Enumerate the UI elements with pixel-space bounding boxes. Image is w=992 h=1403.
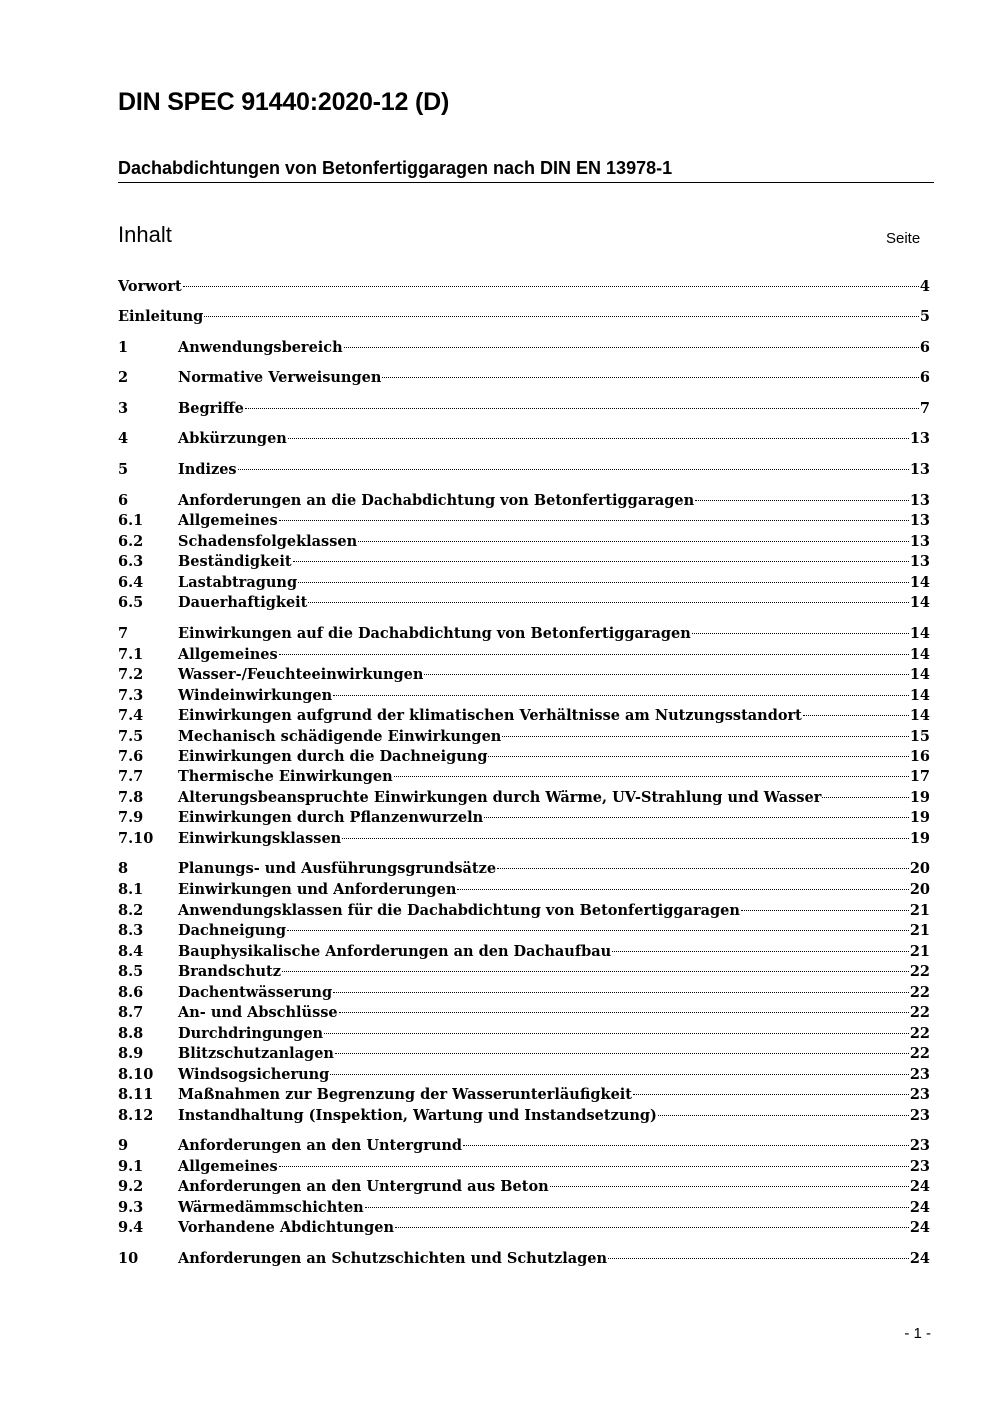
toc-dot-leader xyxy=(238,469,909,470)
toc-dot-leader xyxy=(183,286,919,287)
toc-entry-label: Allgemeines xyxy=(178,1158,278,1175)
toc-entry[interactable] xyxy=(118,400,930,422)
toc-entry[interactable] xyxy=(118,748,930,770)
toc-entry-number: 8.2 xyxy=(118,902,144,919)
toc-entry-label: Indizes xyxy=(178,461,237,478)
toc-entry-label: Einwirkungen auf die Dachabdichtung von Betonfertiggaragen xyxy=(178,625,691,642)
toc-entry-page: 6 xyxy=(919,369,930,386)
toc-entry-page: 21 xyxy=(909,902,930,919)
toc-entry-label: Vorwort xyxy=(118,278,182,295)
toc-entry-number: 7.1 xyxy=(118,646,144,663)
toc-dot-leader xyxy=(288,438,909,439)
toc-entry[interactable] xyxy=(118,461,930,483)
toc-entry-page: 22 xyxy=(909,1025,930,1042)
toc-entry[interactable] xyxy=(118,922,930,944)
toc-entry-number: 7.2 xyxy=(118,666,144,683)
toc-entry[interactable] xyxy=(118,768,930,790)
toc-entry-number: 1 xyxy=(118,339,129,356)
toc-entry[interactable] xyxy=(118,369,930,391)
toc-entry-page: 23 xyxy=(909,1107,930,1124)
toc-entry-label: Anforderungen an den Untergrund aus Beton xyxy=(178,1178,549,1195)
toc-entry[interactable] xyxy=(118,902,930,924)
toc-entry-label: Instandhaltung (Inspektion, Wartung und Instandsetzung) xyxy=(178,1107,657,1124)
toc-entry-page: 13 xyxy=(909,533,930,550)
toc-dot-leader xyxy=(382,377,919,378)
toc-dot-leader xyxy=(298,582,909,583)
toc-entry[interactable] xyxy=(118,278,930,300)
toc-entry-label: Anforderungen an die Dachabdichtung von Betonfertiggaragen xyxy=(178,492,695,509)
toc-entry[interactable] xyxy=(118,1178,930,1200)
toc-entry-number: 8.5 xyxy=(118,963,144,980)
toc-entry-number: 8.8 xyxy=(118,1025,144,1042)
toc-entry-label: Anforderungen an Schutzschichten und Schutzlagen xyxy=(178,1250,608,1267)
toc-entry[interactable] xyxy=(118,594,930,616)
toc-entry[interactable] xyxy=(118,943,930,965)
toc-entry-page: 24 xyxy=(909,1250,930,1267)
toc-entry[interactable] xyxy=(118,707,930,729)
toc-entry-label: Beständigkeit xyxy=(178,553,292,570)
toc-entry-label: Dachneigung xyxy=(178,922,286,939)
toc-entry[interactable] xyxy=(118,308,930,330)
toc-entry-number: 8.1 xyxy=(118,881,144,898)
toc-entry[interactable] xyxy=(118,492,930,514)
toc-entry-number: 9.2 xyxy=(118,1178,144,1195)
toc-entry-label: Allgemeines xyxy=(178,646,278,663)
toc-entry[interactable] xyxy=(118,1199,930,1221)
toc-entry-label: Durchdringungen xyxy=(178,1025,324,1042)
toc-dot-leader xyxy=(497,868,909,869)
toc-entry-label: Blitzschutzanlagen xyxy=(178,1045,334,1062)
toc-entry-page: 22 xyxy=(909,1045,930,1062)
toc-dot-leader xyxy=(463,1145,909,1146)
toc-dot-leader xyxy=(282,971,909,972)
toc-entry-number: 7.9 xyxy=(118,809,144,826)
toc-entry-label: Windeinwirkungen xyxy=(178,687,333,704)
toc-dot-leader xyxy=(695,500,909,501)
toc-dot-leader xyxy=(335,1053,909,1054)
toc-entry-number: 7.7 xyxy=(118,768,144,785)
toc-entry-page: 19 xyxy=(909,789,930,806)
toc-entry-number: 8.3 xyxy=(118,922,144,939)
toc-entry[interactable] xyxy=(118,430,930,452)
toc-entry[interactable] xyxy=(118,625,930,647)
toc-entry-page: 19 xyxy=(909,809,930,826)
toc-entry-number: 7 xyxy=(118,625,129,642)
toc-dot-leader xyxy=(741,910,909,911)
toc-entry-page: 5 xyxy=(919,308,930,325)
toc-entry-page: 17 xyxy=(909,768,930,785)
toc-dot-leader xyxy=(365,1207,909,1208)
toc-entry-number: 6.2 xyxy=(118,533,144,550)
toc-entry-page: 24 xyxy=(909,1199,930,1216)
toc-entry[interactable] xyxy=(118,984,930,1006)
toc-entry-page: 23 xyxy=(909,1066,930,1083)
toc-entry-label: Vorhandene Abdichtungen xyxy=(178,1219,394,1236)
toc-entry-page: 13 xyxy=(909,461,930,478)
toc-dot-leader xyxy=(633,1094,909,1095)
toc-entry-page: 21 xyxy=(909,922,930,939)
toc-entry[interactable] xyxy=(118,646,930,668)
toc-entry-page: 13 xyxy=(909,553,930,570)
toc-entry-label: Normative Verweisungen xyxy=(178,369,382,386)
toc-entry-page: 14 xyxy=(909,625,930,642)
toc-dot-leader xyxy=(342,838,909,839)
toc-entry[interactable] xyxy=(118,1045,930,1067)
toc-entry[interactable] xyxy=(118,512,930,534)
toc-entry-label: Allgemeines xyxy=(178,512,278,529)
toc-entry-page: 20 xyxy=(909,860,930,877)
toc-dot-leader xyxy=(245,408,919,409)
toc-entry-number: 4 xyxy=(118,430,129,447)
toc-entry-label: Alterungsbeanspruchte Einwirkungen durch Wärme, UV-Strahlung und Wasser xyxy=(178,789,822,806)
toc-entry-number: 8.9 xyxy=(118,1045,144,1062)
toc-entry-number: 9.3 xyxy=(118,1199,144,1216)
toc-entry-number: 6.1 xyxy=(118,512,144,529)
toc-dot-leader xyxy=(608,1258,909,1259)
toc-entry-number: 8.7 xyxy=(118,1004,144,1021)
toc-entry-page: 20 xyxy=(909,881,930,898)
toc-entry-page: 14 xyxy=(909,687,930,704)
toc-entry-number: 7.3 xyxy=(118,687,144,704)
toc-entry-page: 14 xyxy=(909,574,930,591)
toc-entry[interactable] xyxy=(118,687,930,709)
toc-entry[interactable] xyxy=(118,533,930,555)
toc-entry[interactable] xyxy=(118,1250,930,1272)
toc-entry-page: 22 xyxy=(909,963,930,980)
toc-dot-leader xyxy=(279,1166,909,1167)
toc-entry-label: Schadensfolgeklassen xyxy=(178,533,358,550)
toc-dot-leader xyxy=(358,541,909,542)
toc-entry[interactable] xyxy=(118,1107,930,1129)
toc-entry-number: 6 xyxy=(118,492,129,509)
toc-entry-label: Einwirkungen durch Pflanzenwurzeln xyxy=(178,809,484,826)
toc-entry-number: 3 xyxy=(118,400,129,417)
toc-dot-leader xyxy=(550,1186,909,1187)
toc-entry-page: 22 xyxy=(909,984,930,1001)
toc-entry[interactable] xyxy=(118,1025,930,1047)
toc-entry-page: 22 xyxy=(909,1004,930,1021)
toc-dot-leader xyxy=(293,561,909,562)
toc-entry-label: Anforderungen an den Untergrund xyxy=(178,1137,463,1154)
toc-entry-number: 8.4 xyxy=(118,943,144,960)
toc-entry-label: Einwirkungen aufgrund der klimatischen Verhältnisse am Nutzungsstandort xyxy=(178,707,802,724)
toc-entry-label: Einwirkungen und Anforderungen xyxy=(178,881,457,898)
toc-dot-leader xyxy=(484,817,909,818)
toc-entry-page: 19 xyxy=(909,830,930,847)
toc-entry-label: Wärmedämmschichten xyxy=(178,1199,364,1216)
toc-entry-number: 8.11 xyxy=(118,1086,154,1103)
toc-entry-page: 23 xyxy=(909,1137,930,1154)
toc-dot-leader xyxy=(204,316,919,317)
toc-dot-leader xyxy=(424,674,908,675)
toc-dot-leader xyxy=(803,715,909,716)
toc-entry-label: Abkürzungen xyxy=(178,430,287,447)
toc-entry-page: 21 xyxy=(909,943,930,960)
toc-entry-page: 13 xyxy=(909,492,930,509)
toc-dot-leader xyxy=(324,1033,909,1034)
toc-entry-label: Dachentwässerung xyxy=(178,984,333,1001)
toc-entry-label: Bauphysikalische Anforderungen an den Dachaufbau xyxy=(178,943,612,960)
toc-heading: Inhalt xyxy=(118,222,172,247)
toc-entry-label: Dauerhaftigkeit xyxy=(178,594,308,611)
toc-dot-leader xyxy=(394,776,909,777)
toc-entry-label: Wasser-/Feuchteeinwirkungen xyxy=(178,666,424,683)
header-divider xyxy=(118,182,934,183)
toc-dot-leader xyxy=(692,633,909,634)
toc-entry-number: 8.6 xyxy=(118,984,144,1001)
toc-entry[interactable] xyxy=(118,1219,930,1241)
toc-entry[interactable] xyxy=(118,963,930,985)
toc-entry[interactable] xyxy=(118,728,930,750)
toc-dot-leader xyxy=(308,602,908,603)
toc-dot-leader xyxy=(457,889,908,890)
toc-dot-leader xyxy=(333,992,909,993)
toc-entry[interactable] xyxy=(118,574,930,596)
toc-entry-number: 8 xyxy=(118,860,129,877)
toc-entry-label: Einwirkungsklassen xyxy=(178,830,342,847)
toc-entry[interactable] xyxy=(118,789,930,811)
toc-entry-number: 6.5 xyxy=(118,594,144,611)
toc-entry-number: 9 xyxy=(118,1137,129,1154)
toc-entry-label: Brandschutz xyxy=(178,963,281,980)
toc-entry-page: 14 xyxy=(909,646,930,663)
toc-entry-number: 9.4 xyxy=(118,1219,144,1236)
toc-dot-leader xyxy=(658,1115,909,1116)
document-title: DIN SPEC 91440:2020-12 (D) xyxy=(118,88,450,116)
toc-entry-label: Maßnahmen zur Begrenzung der Wasserunterläufigkeit xyxy=(178,1086,633,1103)
toc-entry[interactable] xyxy=(118,1066,930,1088)
toc-entry-number: 9.1 xyxy=(118,1158,144,1175)
toc-entry-page: 24 xyxy=(909,1178,930,1195)
toc-dot-leader xyxy=(279,654,909,655)
toc-dot-leader xyxy=(612,951,909,952)
toc-entry[interactable] xyxy=(118,553,930,575)
toc-entry-label: Lastabtragung xyxy=(178,574,298,591)
toc-entry-number: 7.4 xyxy=(118,707,144,724)
toc-entry[interactable] xyxy=(118,1004,930,1026)
toc-dot-leader xyxy=(333,695,909,696)
toc-entry[interactable] xyxy=(118,809,930,831)
toc-entry-page: 13 xyxy=(909,512,930,529)
toc-dot-leader xyxy=(287,930,909,931)
toc-dot-leader xyxy=(502,736,908,737)
toc-entry[interactable] xyxy=(118,860,930,882)
toc-entry[interactable] xyxy=(118,881,930,903)
toc-entry-page: 15 xyxy=(909,728,930,745)
toc-entry-page: 14 xyxy=(909,666,930,683)
toc-entry-number: 5 xyxy=(118,461,129,478)
toc-entry[interactable] xyxy=(118,666,930,688)
toc-page-column-heading: Seite xyxy=(886,230,921,247)
toc-dot-leader xyxy=(330,1074,908,1075)
toc-entry-page: 14 xyxy=(909,594,930,611)
toc-entry-number: 7.8 xyxy=(118,789,144,806)
toc-entry-label: Planungs- und Ausführungsgrundsätze xyxy=(178,860,497,877)
toc-entry-label: Begriffe xyxy=(178,400,244,417)
toc-entry-number: 7.6 xyxy=(118,748,144,765)
toc-entry[interactable] xyxy=(118,1086,930,1108)
toc-dot-leader xyxy=(822,797,908,798)
toc-dot-leader xyxy=(395,1227,909,1228)
toc-dot-leader xyxy=(344,347,919,348)
toc-entry-page: 23 xyxy=(909,1158,930,1175)
toc-entry-number: 7.10 xyxy=(118,830,154,847)
toc-dot-leader xyxy=(339,1012,909,1013)
document-subtitle: Dachabdichtungen von Betonfertiggaragen nach DIN EN 13978-1 xyxy=(118,158,673,178)
toc-entry-number: 8.10 xyxy=(118,1066,154,1083)
toc-entry-label: Windsogsicherung xyxy=(178,1066,330,1083)
toc-entry[interactable] xyxy=(118,1137,930,1159)
toc-entry-number: 8.12 xyxy=(118,1107,154,1124)
toc-entry-number: 6.4 xyxy=(118,574,144,591)
toc-entry-label: Anwendungsklassen für die Dachabdichtung von Betonfertiggaragen xyxy=(178,902,740,919)
toc-entry-page: 4 xyxy=(919,278,930,295)
toc-entry-page: 14 xyxy=(909,707,930,724)
toc-entry[interactable] xyxy=(118,830,930,852)
toc-entry-page: 13 xyxy=(909,430,930,447)
toc-entry-label: Anwendungsbereich xyxy=(178,339,343,356)
toc-entry-number: 10 xyxy=(118,1250,139,1267)
toc-entry-page: 6 xyxy=(919,339,930,356)
toc-entry-label: Einleitung xyxy=(118,308,204,325)
toc-entry-page: 7 xyxy=(919,400,930,417)
toc-entry-number: 6.3 xyxy=(118,553,144,570)
toc-dot-leader xyxy=(488,756,908,757)
toc-entry-number: 7.5 xyxy=(118,728,144,745)
toc-entry-page: 24 xyxy=(909,1219,930,1236)
toc-dot-leader xyxy=(279,520,909,521)
toc-entry-label: Mechanisch schädigende Einwirkungen xyxy=(178,728,502,745)
toc-entry-number: 2 xyxy=(118,369,129,386)
toc-entry[interactable] xyxy=(118,339,930,361)
toc-entry-label: Thermische Einwirkungen xyxy=(178,768,393,785)
toc-entry-page: 23 xyxy=(909,1086,930,1103)
toc-entry-page: 16 xyxy=(909,748,930,765)
toc-entry[interactable] xyxy=(118,1158,930,1180)
toc-entry-label: Einwirkungen durch die Dachneigung xyxy=(178,748,488,765)
toc-entry-label: An- und Abschlüsse xyxy=(178,1004,338,1021)
page-number: - 1 - xyxy=(904,1325,931,1342)
